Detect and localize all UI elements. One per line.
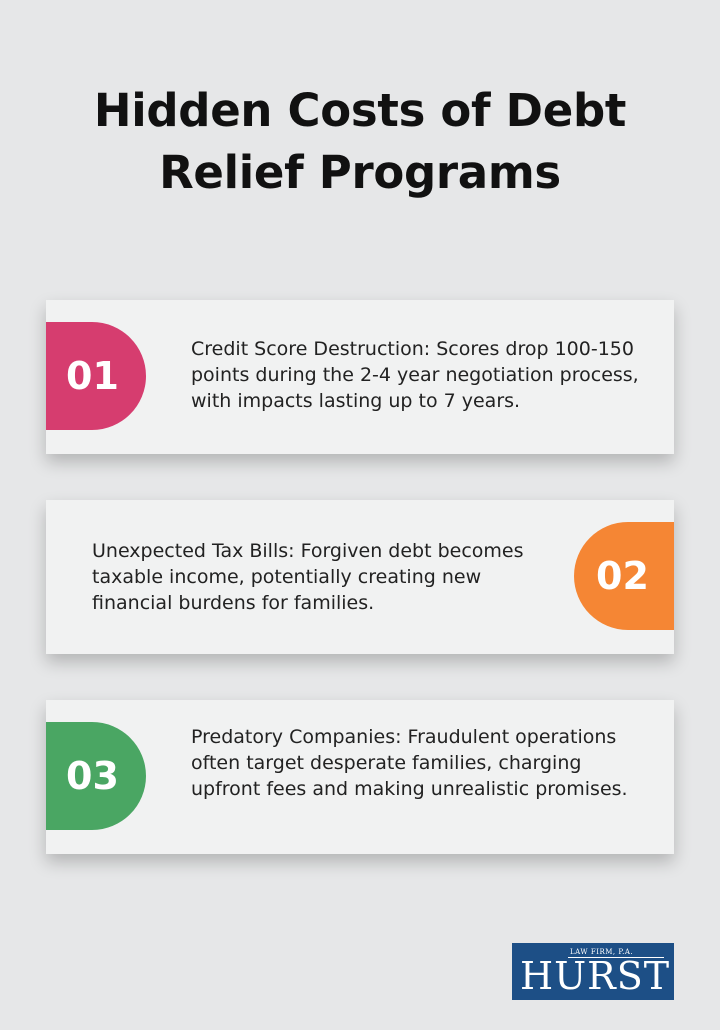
hurst-law-firm-logo xyxy=(512,943,674,1000)
number-badge-2: 02 xyxy=(574,522,674,630)
cost-card-2 xyxy=(46,500,674,654)
cost-description-3: Predatory Companies: Fraudulent operations often target desperate families, charging upfront fees and making unrealistic promises. xyxy=(191,726,628,800)
cost-description-1: Credit Score Destruction: Scores drop 100-150 points during the 2-4 year negotiation process, with impacts lasting up to 7 years. xyxy=(191,338,639,412)
cost-card-1 xyxy=(46,300,674,454)
cost-card-3 xyxy=(46,700,674,854)
cost-description-2: Unexpected Tax Bills: Forgiven debt becomes taxable income, potentially creating new financial burdens for families. xyxy=(92,540,524,614)
infographic-title: Hidden Costs of Debt Relief Programs xyxy=(93,84,627,199)
number-badge-1: 01 xyxy=(46,322,146,430)
logo-subtitle: LAW FIRM, P.A. xyxy=(570,948,634,956)
logo-name: HURST xyxy=(520,954,671,998)
number-badge-3: 03 xyxy=(46,722,146,830)
